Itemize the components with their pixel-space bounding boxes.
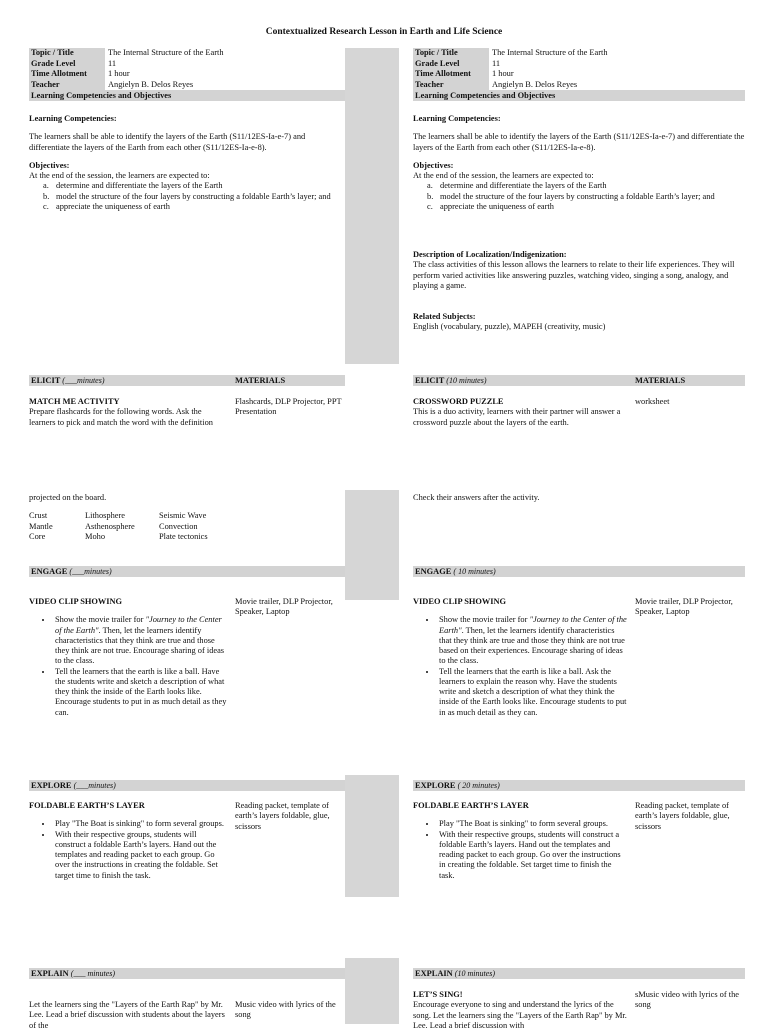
info-value: 11 bbox=[492, 58, 501, 68]
list-item: c. appreciate the uniqueness of earth bbox=[427, 201, 554, 211]
objectives-list bbox=[413, 181, 745, 212]
materials-text: Movie trailer, DLP Projector, Speaker, Laptop bbox=[235, 597, 333, 617]
list-item: a. determine and differentiate the layers of the Earth bbox=[43, 181, 223, 191]
elicit-content bbox=[413, 397, 745, 428]
list-item: • Tell the learners that the earth is like a ball. Have the students write and sketch a description of what they think the inside of the Earth looks like. Encourage students to put in as much detail as they can. bbox=[53, 667, 229, 718]
activity-title: VIDEO CLIP SHOWING bbox=[29, 597, 123, 606]
list-item: • Play "The Boat is sinking" to form several groups. bbox=[53, 819, 229, 829]
info-value: The Internal Structure of the Earth bbox=[108, 48, 224, 57]
engage-list bbox=[413, 615, 629, 718]
elicit-content bbox=[29, 397, 345, 428]
activity-title: FOLDABLE EARTH’S LAYER bbox=[29, 801, 145, 810]
competencies-text: The learners shall be able to identify the layers of the Earth (S11/12ES-Ia-e-7) and differentiate the layers of the Earth from each other (S11/12ES-Ia-e-8). bbox=[413, 132, 745, 152]
info-value: 1 hour bbox=[492, 69, 514, 78]
engage-band: ENGAGE ( 10 minutes) bbox=[413, 566, 745, 577]
elicit-continuation: Check their answers after the activity. bbox=[413, 493, 540, 502]
info-value: Angielyn B. Delos Reyes bbox=[108, 79, 194, 89]
activity-title: FOLDABLE EARTH’S LAYER bbox=[413, 801, 529, 810]
list-item: c. appreciate the uniqueness of earth bbox=[43, 201, 170, 211]
info-label: Topic / Title bbox=[29, 48, 105, 59]
info-label: Grade Level bbox=[413, 59, 489, 70]
list-item: b. model the structure of the four layers by constructing a foldable Earth’s layer; and bbox=[43, 191, 331, 201]
explain-content bbox=[29, 1000, 345, 1031]
list-item: • Show the movie trailer for "Journey to the Center of the Earth". Then, let the learners identify characteristics that they think are true and those they think are not true based on their experiences. Encourage sharing of ideas to the class. bbox=[437, 615, 629, 666]
materials-text: sMusic video with lyrics of the song bbox=[635, 990, 739, 1010]
gutter-strip bbox=[345, 48, 399, 364]
engage-content bbox=[413, 597, 745, 718]
explore-list bbox=[413, 819, 629, 881]
gutter-strip bbox=[345, 775, 399, 897]
section-band: Learning Competencies and Objectives bbox=[29, 90, 345, 101]
info-table bbox=[413, 48, 745, 101]
activity-title: LET’S SING! bbox=[413, 990, 463, 999]
info-value: 1 hour bbox=[108, 69, 130, 78]
competencies-text: The learners shall be able to identify the layers of the Earth (S11/12ES-Ia-e-7) and differentiate the layers of the Earth from each other (S11/12ES-Ia-e-8). bbox=[29, 132, 306, 152]
word-list: Crust Lithosphere Seismic Wave Mantle Asthenosphere Convection Core Moho Plate tectonics bbox=[29, 511, 208, 541]
list-item: a. determine and differentiate the layers of the Earth bbox=[427, 181, 607, 191]
document-title: Contextualized Research Lesson in Earth and Life Science bbox=[265, 27, 503, 37]
activity-text: Prepare flashcards for the following words. Ask the learners to pick and match the word with the definition bbox=[29, 407, 213, 427]
engage-band: ENGAGE (___minutes) bbox=[29, 566, 345, 577]
info-label: Topic / Title bbox=[413, 48, 489, 59]
info-value: Angielyn B. Delos Reyes bbox=[492, 79, 578, 89]
competencies-block bbox=[413, 114, 745, 212]
activity-title: CROSSWORD PUZZLE bbox=[413, 397, 504, 406]
explain-band: EXPLAIN (___ minutes) bbox=[29, 968, 345, 979]
info-label: Time Allotment bbox=[413, 69, 489, 80]
materials-text: Reading packet, template of earth’s layers foldable, glue, scissors bbox=[235, 801, 330, 831]
materials-text: Movie trailer, DLP Projector, Speaker, Laptop bbox=[635, 597, 733, 617]
explain-band: EXPLAIN (10 minutes) bbox=[413, 968, 745, 979]
localization-block bbox=[413, 250, 745, 291]
list-item: • Play "The Boat is sinking" to form several groups. bbox=[437, 819, 629, 829]
materials-text: worksheet bbox=[635, 397, 670, 406]
explore-content bbox=[29, 801, 345, 881]
elicit-continuation: projected on the board. Crust Lithosphere Seismic Wave Mantle Asthenosphere Convection Core Moho Plate tectonics bbox=[29, 493, 345, 542]
related-text: English (vocabulary, puzzle), MAPEH (creativity, music) bbox=[413, 322, 606, 332]
info-value: 11 bbox=[108, 58, 117, 68]
list-item: • Show the movie trailer for "Journey to the Center of the Earth". Then, let the learners identify characteristics that they think are true and those they think are not true. Encourage sharing of ideas to the class. bbox=[53, 615, 229, 666]
info-label: Teacher bbox=[413, 80, 489, 91]
info-label: Teacher bbox=[29, 80, 105, 91]
objectives-intro: At the end of the session, the learners are expected to: bbox=[413, 171, 594, 180]
explain-content bbox=[413, 990, 745, 1031]
info-value: The Internal Structure of the Earth bbox=[492, 48, 608, 57]
lesson-plan-left bbox=[29, 48, 345, 1030]
materials-text: Flashcards, DLP Projector, PPT Presentation bbox=[235, 397, 342, 417]
elicit-band: ELICIT (10 minutes) MATERIALS bbox=[413, 375, 745, 386]
explore-content bbox=[413, 801, 745, 881]
gutter-strip bbox=[345, 958, 399, 1024]
info-label: Grade Level bbox=[29, 59, 105, 70]
competencies-heading: Learning Competencies: bbox=[29, 114, 117, 123]
materials-text: Music video with lyrics of the song bbox=[235, 1000, 336, 1020]
activity-text: Let the learners sing the "Layers of the Earth Rap" by Mr. Lee. Lead a brief discussion with students about the layers of the bbox=[29, 1000, 225, 1030]
materials-text: Reading packet, template of earth’s layers foldable, glue, scissors bbox=[635, 801, 730, 831]
engage-list bbox=[29, 615, 229, 718]
objectives-intro: At the end of the session, the learners are expected to: bbox=[29, 171, 210, 180]
competencies-block bbox=[29, 114, 345, 212]
related-subjects-block bbox=[413, 312, 745, 333]
gutter-strip bbox=[345, 490, 399, 600]
objectives-list bbox=[29, 181, 345, 212]
list-item: • With their respective groups, students will construct a foldable Earth’s layers. Hand out the templates and reading packet to each group. Go over the instructions in creating the foldable. Set target time to finish the task. bbox=[437, 830, 629, 881]
elicit-band: ELICIT (___minutes) MATERIALS bbox=[29, 375, 345, 386]
list-item: • With their respective groups, students will construct a foldable Earth’s layers. Hand out the templates and reading packet to each group. Go over the instructions in creating the foldable. Set target time to finish the task. bbox=[53, 830, 229, 881]
activity-text: Encourage everyone to sing and understand the lyrics of the song. Let the learners sing the "Layers of the Earth Rap" by Mr. Lee. Lead a brief discussion with bbox=[413, 1000, 627, 1030]
localization-text: The class activities of this lesson allows the learners to relate to their life experiences. They will perform varied activities like answering puzzles, watching video, singing a song, analogy, and playing a game. bbox=[413, 260, 735, 290]
competencies-heading: Learning Competencies: bbox=[413, 114, 501, 123]
activity-title: MATCH ME ACTIVITY bbox=[29, 397, 120, 406]
list-item: • Tell the learners that the earth is like a ball. Ask the learners to explain the reason why. Have the students write and sketch a description of what they think the inside of the Earth looks like. Encourage students to put in as much detail as they can. bbox=[437, 667, 629, 718]
list-item: b. model the structure of the four layers by constructing a foldable Earth’s layer; and bbox=[427, 191, 715, 201]
explore-band: EXPLORE ( 20 minutes) bbox=[413, 780, 745, 791]
localization-heading: Description of Localization/Indigenization: bbox=[413, 250, 567, 259]
section-band: Learning Competencies and Objectives bbox=[413, 90, 745, 101]
engage-content bbox=[29, 597, 345, 718]
activity-title: VIDEO CLIP SHOWING bbox=[413, 597, 507, 606]
info-table bbox=[29, 48, 345, 101]
lesson-plan-right bbox=[413, 48, 745, 1030]
info-label: Time Allotment bbox=[29, 69, 105, 80]
explore-band: EXPLORE (___minutes) bbox=[29, 780, 345, 791]
objectives-heading: Objectives: bbox=[29, 160, 70, 170]
explore-list bbox=[29, 819, 229, 881]
objectives-heading: Objectives: bbox=[413, 160, 454, 170]
related-heading: Related Subjects: bbox=[413, 312, 476, 321]
activity-text: This is a duo activity, learners with their partner will answer a crossword puzzle about the layers of the earth. bbox=[413, 407, 621, 427]
